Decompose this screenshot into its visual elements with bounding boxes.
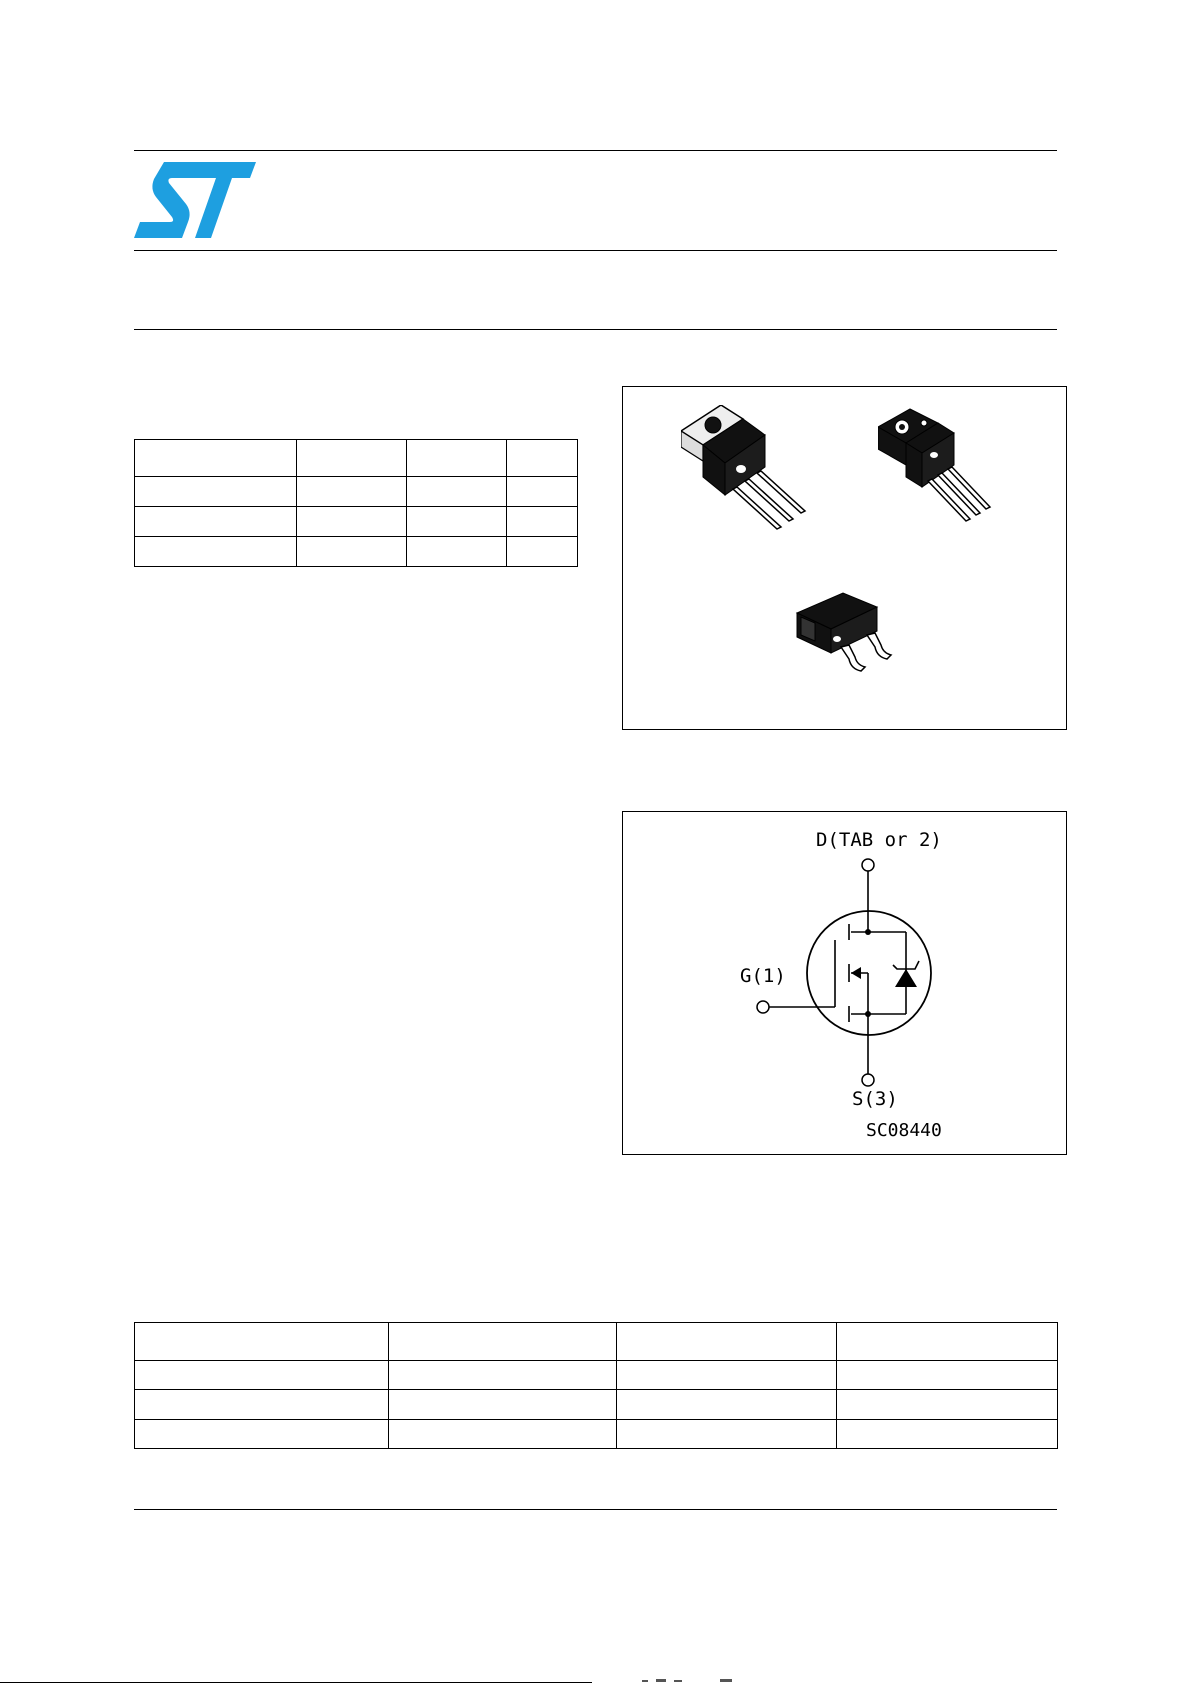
footer-rule [134,1509,1057,1510]
header-top-rule [134,150,1057,151]
drain-terminal [862,859,874,871]
to220fp-package-icon [878,405,1018,535]
table-row [135,1390,1058,1420]
package-figure [622,386,1067,730]
internal-schematic-figure [622,811,1067,1155]
source-label: S(3) [852,1088,898,1110]
zener-diode-icon [895,969,917,987]
to220-package-icon [681,405,821,535]
figure-code: SC08440 [866,1120,942,1141]
table-row [135,440,578,477]
page-edge-marks [620,1678,760,1684]
page-edge-line [0,1682,592,1683]
table-row [135,477,578,507]
table-row [135,1420,1058,1449]
st-logo-icon [134,160,256,240]
header-bottom-rule [134,250,1057,251]
source-terminal [862,1074,874,1086]
d2pak-package-icon [793,587,913,677]
table-row [135,1323,1058,1361]
table-row [135,507,578,537]
summary-table [134,439,578,567]
mosfet-schematic [623,812,1066,1154]
title-bottom-rule [134,329,1057,330]
table-row [135,537,578,567]
order-codes-table [134,1322,1058,1449]
drain-label: D(TAB or 2) [816,829,942,851]
gate-label: G(1) [740,965,786,987]
gate-terminal [757,1001,769,1013]
table-row [135,1361,1058,1390]
